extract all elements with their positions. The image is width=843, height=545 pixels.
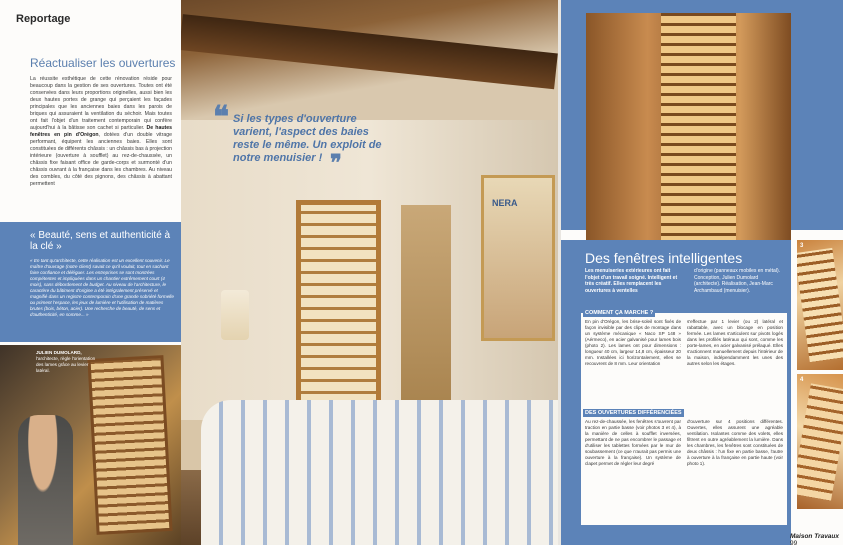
quote-box-title: « Beauté, sens et authenticité à la clé » — [30, 230, 171, 252]
subheading-openings: DES OUVERTURES DIFFÉRENCIÉES — [585, 410, 682, 416]
wardrobe-shelf — [401, 205, 451, 405]
caption-text: l'architecte, règle l'orientation des lames grâce au levier latéral. — [36, 356, 96, 373]
photo-caption — [36, 350, 96, 374]
close-quote-icon: ❞ — [330, 150, 342, 175]
table-lamp — [221, 290, 249, 340]
pull-quote: Si les types d'ouverture varient, l'aspect des baies reste le même. Un exploit de notre menuisier ! — [233, 113, 382, 164]
shutter-photo — [586, 13, 791, 243]
body-col1-part2: Au rez-de-chaussée, les fenêtres s'ouvrent par traction en partie basse (voir photos 3 et 4), à la manière de celles à soufflet inversées, permettant de ne pas encombrer le passage et d'utiliser les tablettes formées par le mur de soubassement (ce que n'aurait pas permis une ouverture à la française). Un système de clapet permet de régler leur degré — [585, 419, 681, 466]
lead-paragraph-1: La réussite esthétique de cette rénovation réside pour beaucoup dans la gestion de ses ouvertures. Toutes ont été conservées dans leurs proportions originelles, aussi bien les deux hautes portes de grange qui perçaient les façades principales que les anciennes baies dans les parois de briques qui assuraient la ventilation du séchoir. Mais toutes ont fait l'objet d'un traitement contemporain qui confère aujourd'hui à la bâtisse son cachet si particulier. — [30, 76, 172, 131]
magazine-name: Maison Travaux — [790, 533, 840, 540]
bed — [201, 400, 558, 545]
subheading-how-it-works: COMMENT ÇA MARCHE ? — [585, 310, 654, 316]
article-title: Des fenêtres intelligentes — [585, 250, 743, 266]
bedroom-photo — [181, 0, 558, 545]
right-page — [561, 0, 843, 545]
left-page — [0, 0, 181, 545]
section-title: Réactualiser les ouvertures — [30, 56, 176, 70]
body-col2-part2: d'ouverture sur 4 positions différentes. Ouvertes, elles assurent une agréable ventilation. Isolantes comme des volets, elles filtrent en outre agréablement la lumière. Dans les chambres, les fenêtres sont constituées de deux châssis : l'un fixe en partie basse, l'autre à ouverture à la française en partie haute (voir photo 1). — [687, 419, 783, 466]
side-photo-4 — [797, 374, 843, 509]
body-col2-part1: s'effectue par 1 levier (ou 2) latéral et rabattable, avec un blocage en position fermée. Les lames s'articulent sur pivots logés dans les profilés latéraux qui sont, comme les porte-lames, en acier galvanisé prélaqué. Elles s'actionnent manuellement depuis l'intérieur de la maison, indépendamment les unes des autres selon les étages. — [687, 319, 783, 366]
bedroom-window — [296, 200, 381, 420]
photo-number-3: 3 — [800, 243, 804, 249]
lead-paragraph-2: , dotées d'un double vitrage performant, équipent les anciennes baies. Elles sont constituées de différents châssis : un châssis bas à projection intérieure (ouverture à soufflet) au rez-de-chaussée, un châssis fixe faisant office de garde-corps et surmonté d'un châssis ouvrant à la française dans les chambres. Au niveau des combles, du côté des pignons, des châssis à abattant permettent — [30, 132, 172, 187]
lead-bold-phrase: De hautes fenêtres en pin d'Orégon — [30, 125, 172, 138]
lead-text — [30, 76, 172, 224]
section-kicker: Reportage — [16, 13, 71, 25]
open-quote-icon: ❝ — [213, 101, 230, 134]
caption-name: JULIEN DUMOLARD, — [36, 350, 82, 355]
shutter-window-illustration — [87, 355, 172, 535]
body-col1-part1: En pin d'Orégon, les brise-soleil sont fixés de façon invisible par des clips de montage dans un système mécanique « Naco SP 148 » (Aérmeco), en acier galvanisé pour lames bois (photo 2). Les lames ont pour dimensions : longueur 40 cm, largeur 14,8 cm, épaisseur 20 mm. Installées ici horizontalement, elles se recouvrent de 8 mm. Leur orientation — [585, 319, 681, 366]
poster-label: NERA — [492, 198, 518, 208]
article-intro: Les menuiseries extérieures ont fait l'objet d'un travail soigné. Intelligent et très créatif. Elles remplacent les ouvertures à ventelles — [585, 268, 678, 294]
article-intro-right: d'origine (panneaux mobiles en métal). Conception, Julien Dumolard (architecte). Réalisation, Jean-Marc Archambaud (menuisier). — [694, 268, 781, 294]
page-number: 99 — [790, 540, 798, 545]
wall-poster — [481, 175, 555, 341]
page-folio — [790, 533, 843, 545]
shutter-slats — [661, 13, 736, 243]
side-photo-3 — [797, 240, 843, 370]
quote-box-text: « En tant qu'architecte, cette réalisation est un excellent souvenir. Le maître d'ouvrage (notre client) savait ce qu'il voulait, tout en sachant faire confiance et déléguer. Les entreprises se sont montrées compétentes et impliquées dans un chantier extrêmement court (4 mois), sans débordement de budget. Au niveau de l'architecture, le caractère du bâtiment d'origine a été intégralement préservé et magnifié dans un registre contemporain d'une grande sobriété formelle ou priment l'espace, les jeux de lumière et l'utilisation de matières brutes (bois, béton, acier). Une recherche de beauté, de sens et d'authenticité, en somme... » — [30, 258, 174, 317]
architect-figure — [18, 415, 73, 545]
architect-photo — [0, 345, 181, 545]
photo-number-4: 4 — [800, 377, 804, 383]
